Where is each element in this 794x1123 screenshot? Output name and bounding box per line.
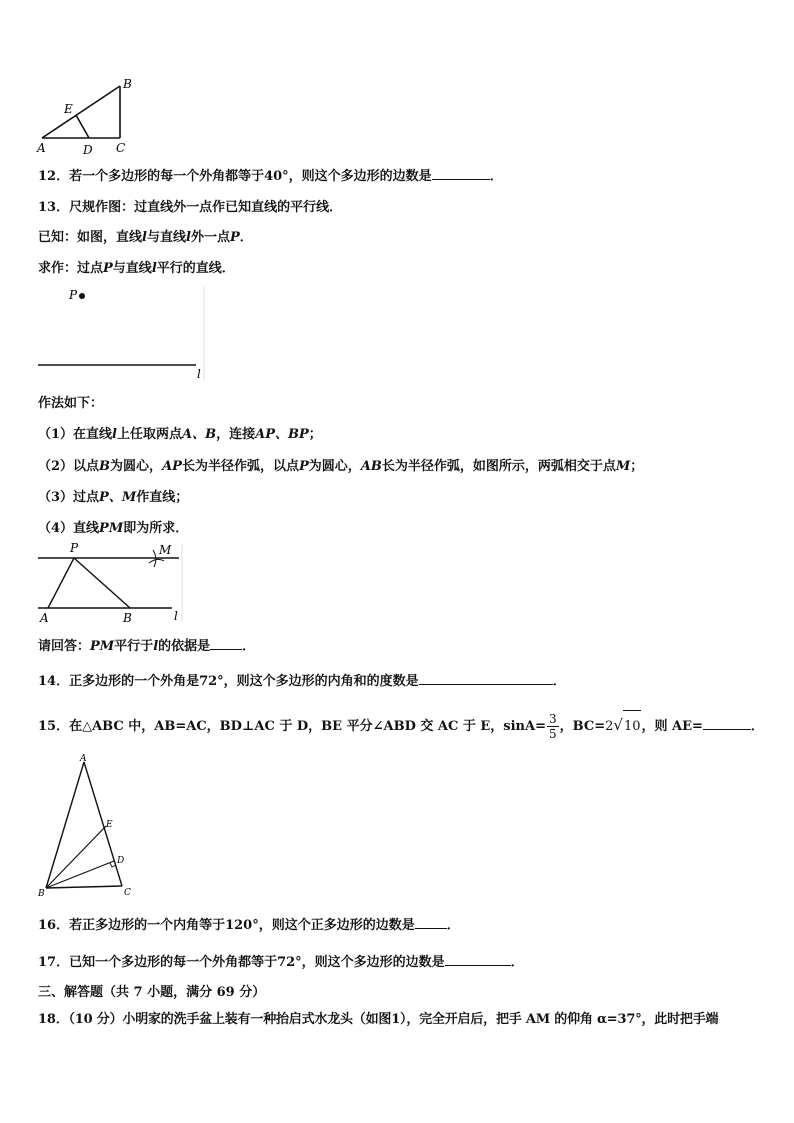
label-B: B xyxy=(123,611,132,625)
question-17: 17．已知一个多边形的每一个外角都等于72°，则这个多边形的边数是 ． xyxy=(38,952,524,972)
label-C: C xyxy=(116,141,126,155)
question-12 xyxy=(38,166,503,186)
sinA-fraction: $\frac{3}{5}$ xyxy=(548,712,557,741)
question-15: 15．在△ABC 中，AB=AC，BD⊥AC 于 D，BE 平分∠ABD 交 AC 于 E，sinA= $\frac{3}{5}$ ，BC=2√10，则 AE= ． xyxy=(38,712,764,741)
q13-answer: 请回答：PM平行于l的依据是 ． xyxy=(38,636,255,656)
q13-step-4: （4）直线PM即为所求． xyxy=(38,521,189,536)
edge-AC xyxy=(84,762,125,886)
q13-given-figure xyxy=(36,285,208,385)
label-D: D xyxy=(117,856,125,866)
segment-BP xyxy=(74,558,130,608)
edge-BC xyxy=(46,886,122,888)
q12-end: ． xyxy=(489,169,503,184)
label-A: A xyxy=(40,611,49,625)
label-M: M xyxy=(159,543,172,557)
question-13-title: 13．尺规作图：过直线外一点作已知直线的平行线． xyxy=(38,200,343,215)
q13-step-2: （2）以点B为圆心，AP长为半径作弧，以点P为圆心，AB长为半径作弧，如图所示，两弧相交于点M； xyxy=(38,459,644,474)
q16-answer-blank[interactable] xyxy=(415,915,447,929)
label-B: B xyxy=(38,889,45,898)
arc-from-P xyxy=(149,559,164,563)
label-C: C xyxy=(124,888,131,898)
q17-answer-blank[interactable] xyxy=(445,952,511,966)
q13-step-3: （3）过点P、M作直线； xyxy=(38,490,189,505)
q13-answer-blank[interactable] xyxy=(210,636,242,650)
point-P xyxy=(79,293,85,299)
question-13-given: 已知：如图，直线l与直线l外一点P． xyxy=(38,230,253,245)
label-A: A xyxy=(80,754,87,764)
label-l: l xyxy=(174,609,178,623)
label-B: B xyxy=(123,77,132,91)
q15-triangle-figure xyxy=(36,752,140,898)
label-A: A xyxy=(37,141,46,155)
top-triangle-figure xyxy=(34,76,144,158)
label-D: D xyxy=(83,143,93,157)
q13-construction-figure xyxy=(36,540,188,626)
q12-text: 12．若一个多边形的每一个外角都等于40°，则这个多边形的边数是 xyxy=(38,169,432,184)
sqrt-symbol: √ xyxy=(613,716,623,734)
q13-method-title: 作法如下： xyxy=(38,396,104,411)
segment-AP xyxy=(48,558,74,608)
label-P: P xyxy=(70,541,79,555)
question-14: 14．正多边形的一个外角是72°，则这个多边形的内角和的度数是 ． xyxy=(38,671,566,691)
q15-answer-blank[interactable] xyxy=(703,716,751,730)
point-P-label: P xyxy=(69,288,78,302)
label-E: E xyxy=(106,820,113,830)
question-13-ask: 求作：过点P与直线l平行的直线． xyxy=(38,261,235,276)
edge-AB xyxy=(42,86,120,138)
section-3-heading: 三、解答题（共 7 小题，满分 69 分） xyxy=(38,985,266,1000)
q14-answer-blank[interactable] xyxy=(419,671,553,685)
q13-step-1: （1）在直线l上任取两点A、B，连接AP、BP； xyxy=(38,427,322,442)
segment-BD xyxy=(46,861,114,888)
segment-ED xyxy=(76,115,89,138)
label-E: E xyxy=(64,102,73,116)
line-l-label: l xyxy=(197,367,201,381)
question-18: 18．（10 分）小明家的洗手盆上装有一种抬启式水龙头（如图1），完全开启后，把手 AM 的仰角 α=37°，此时把手端 xyxy=(38,1012,719,1027)
question-16: 16．若正多边形的一个内角等于120°，则这个正多边形的边数是 ． xyxy=(38,915,460,935)
q12-answer-blank[interactable] xyxy=(432,166,490,180)
